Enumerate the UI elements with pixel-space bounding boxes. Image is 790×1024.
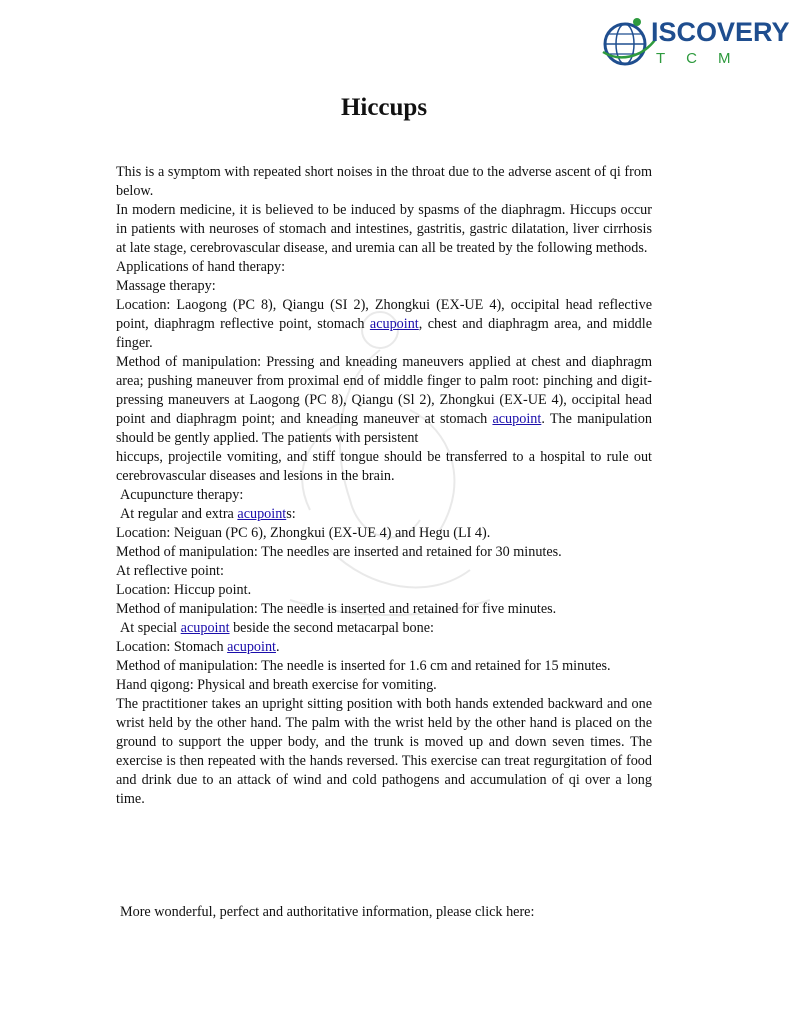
heading-massage-therapy: Massage therapy: (116, 278, 216, 294)
paragraph-location-neiguan: Location: Neiguan (PC 6), Zhongkui (EX-UE 4) and Hegu (LI 4). (116, 525, 491, 541)
globe-icon (601, 14, 657, 72)
paragraph-modern-medicine: In modern medicine, it is believed to be induced by spasms of the diaphragm. Hiccups occur in patients with neuroses of stomach and intestines, gastritis, gastric dilatation, liver cirrhosis at late stage, cerebrovascular disease, and uremia can all be treated by the following methods. (116, 202, 652, 256)
text-segment: Method of manipulation: Pressing and kneading maneuvers applied at chest and diaphragm area; pushing maneuver from proximal end of middle finger to palm root: pinching and digit-pressing maneuvers at Laogong (PC 8), Qiangu (Sl 2), Zhongkui (EX-UE 4), occipital head point and diaphragm point; and kneading maneuver at stomach (116, 354, 652, 427)
logo-subtitle: TCM (656, 50, 752, 67)
paragraph-intro: This is a symptom with repeated short noises in the throat due to the adverse ascent of qi from below. (116, 164, 652, 199)
text-segment: , chest and diaphragm area, and middle finger. (116, 316, 652, 351)
more-info-text: More wonderful, perfect and authoritative information, please click here: (120, 904, 535, 920)
text-segment: beside the second metacarpal bone: (229, 620, 434, 636)
text-segment: . (275, 639, 280, 655)
text-segment: . The manipulation should be gently applied. The patients with persistent (116, 411, 652, 446)
heading-reflective-point: At reflective point: (116, 563, 224, 579)
acupoint-link[interactable]: acupoint (237, 506, 287, 522)
text-segment: Location: Laogong (PC 8), Qiangu (SI 2), Zhongkui (EX-UE 4), occipital head reflective point, diaphragm reflective point, stomach (116, 297, 652, 332)
heading-acupuncture-therapy: Acupuncture therapy: (120, 487, 244, 503)
discovery-tcm-logo (601, 14, 790, 74)
text-segment: At special (120, 620, 181, 636)
paragraph-method-30-minutes: Method of manipulation: The needles are inserted and retained for 30 minutes. (116, 544, 562, 560)
logo-wordmark: ISCOVERY (651, 17, 790, 47)
heading-special-acupoint (116, 619, 652, 638)
acupoint-link[interactable]: acupoint (369, 316, 419, 332)
paragraph-qigong-description: The practitioner takes an upright sitting position with both hands extended backward and one wrist held by the other hand. The palm with the wrist held by the other hand is placed on the ground to support the upper body, and the trunk is moved up and down seven times. The exercise is then repeated with the hands reversed. This exercise can treat regurgitation of food and drink due to an attack of wind and cold pathogens and accumulation of qi over a long time. (116, 696, 652, 807)
text-segment: s: (286, 506, 296, 522)
heading-hand-qigong: Hand qigong: Physical and breath exercise for vomiting. (116, 677, 437, 693)
page-title: Hiccups (340, 94, 428, 121)
text-segment: Location: Stomach (116, 639, 228, 655)
heading-regular-acupoints (116, 505, 652, 524)
paragraph-massage-method (116, 353, 652, 448)
acupoint-link[interactable]: acupoint (227, 639, 276, 655)
paragraph-location-stomach (116, 638, 652, 657)
paragraph-method-five-minutes: Method of manipulation: The needle is inserted and retained for five minutes. (116, 601, 557, 617)
paragraph-location-hiccup-point: Location: Hiccup point. (116, 582, 252, 598)
paragraph-method-1-6-cm: Method of manipulation: The needle is inserted for 1.6 cm and retained for 15 minutes. (116, 658, 611, 674)
paragraph-hospital-note: hiccups, projectile vomiting, and stiff tongue should be transferred to a hospital to rule out cerebrovascular diseases and lesions in the brain. (116, 449, 652, 484)
heading-hand-therapy: Applications of hand therapy: (116, 259, 286, 275)
text-segment: At regular and extra (120, 506, 238, 522)
paragraph-massage-location (116, 296, 652, 353)
acupoint-link[interactable]: acupoint (492, 411, 542, 427)
document-body (116, 163, 652, 809)
acupoint-link[interactable]: acupoint (180, 620, 230, 636)
